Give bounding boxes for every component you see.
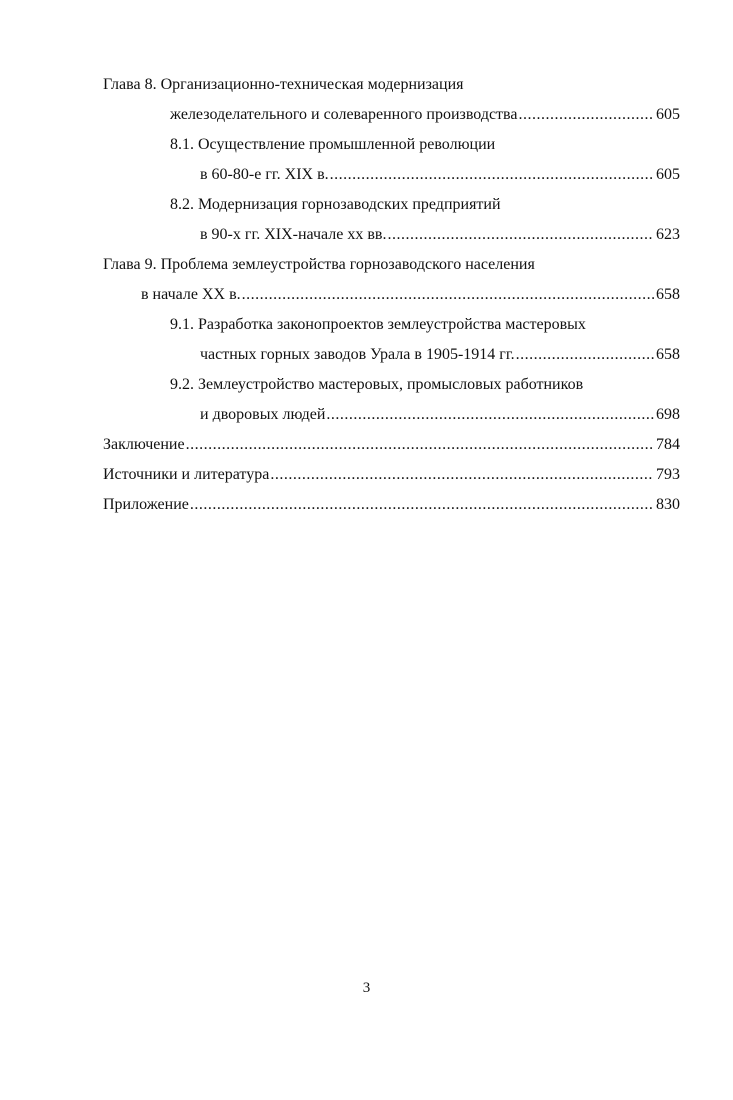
- dot-leader: [516, 340, 654, 370]
- toc-ch8-title-line1: [103, 70, 680, 100]
- toc-s91-title-cont: частных горных заводов Урала в 1905-1914 гг.: [200, 346, 515, 363]
- table-of-contents: [103, 70, 680, 520]
- toc-entry-ch8: [103, 100, 680, 130]
- toc-s82-title: 8.2. Модернизация горнозаводских предприятий: [170, 196, 501, 213]
- toc-s91-title: 9.1. Разработка законопроектов землеустройства мастеровых: [170, 316, 586, 333]
- dot-leader: [186, 430, 654, 460]
- toc-ch8-page: 605: [656, 106, 680, 123]
- toc-conclusion-page: 784: [656, 436, 680, 453]
- toc-appendix-title: Приложение: [103, 496, 189, 513]
- dot-leader: [190, 490, 654, 520]
- toc-s81-line1: [103, 130, 680, 160]
- toc-entry-s91: [103, 340, 680, 370]
- toc-appendix-page: 830: [656, 496, 680, 513]
- toc-entry-s92: [103, 400, 680, 430]
- toc-s82-line1: [103, 190, 680, 220]
- toc-s81-page: 605: [656, 166, 680, 183]
- toc-s92-title-cont: и дворовых людей: [200, 406, 326, 423]
- dot-leader: [330, 160, 654, 190]
- toc-ch8-title-cont: железоделательного и солеваренного производства: [170, 106, 518, 123]
- dot-leader: [519, 100, 655, 130]
- toc-entry-ch9: [103, 280, 680, 310]
- dot-leader: [270, 460, 654, 490]
- toc-s92-title: 9.2. Землеустройство мастеровых, промысловых работников: [170, 376, 584, 393]
- toc-ch9-title-cont: в начале XX в.: [141, 286, 241, 303]
- toc-s92-line1: [103, 370, 680, 400]
- toc-entry-s81: [103, 160, 680, 190]
- toc-entry-conclusion: [103, 430, 680, 460]
- dot-leader: [387, 220, 654, 250]
- toc-conclusion-title: Заключение: [103, 436, 185, 453]
- dot-leader: [242, 280, 654, 310]
- toc-ch8-title: Глава 8. Организационно-техническая модернизация: [103, 76, 464, 93]
- toc-s82-page: 623: [656, 226, 680, 243]
- toc-entry-appendix: [103, 490, 680, 520]
- toc-ch9-title: Глава 9. Проблема землеустройства горнозаводского населения: [103, 256, 535, 273]
- toc-s81-title: 8.1. Осуществление промышленной революции: [170, 136, 496, 153]
- dot-leader: [326, 400, 654, 430]
- toc-s82-title-cont: в 90-х гг. XIX-начале хх вв.: [200, 226, 387, 243]
- toc-entry-s82: [103, 220, 680, 250]
- toc-s91-page: 658: [656, 346, 680, 363]
- toc-entry-sources: [103, 460, 680, 490]
- toc-s91-line1: [103, 310, 680, 340]
- toc-sources-page: 793: [656, 466, 680, 483]
- toc-ch9-title-line1: [103, 250, 680, 280]
- toc-s81-title-cont: в 60-80-е гг. XIX в.: [200, 166, 329, 183]
- toc-sources-title: Источники и литература: [103, 466, 270, 483]
- toc-s92-page: 698: [656, 406, 680, 423]
- page-number: 3: [362, 980, 371, 996]
- toc-ch9-page: 658: [656, 286, 680, 303]
